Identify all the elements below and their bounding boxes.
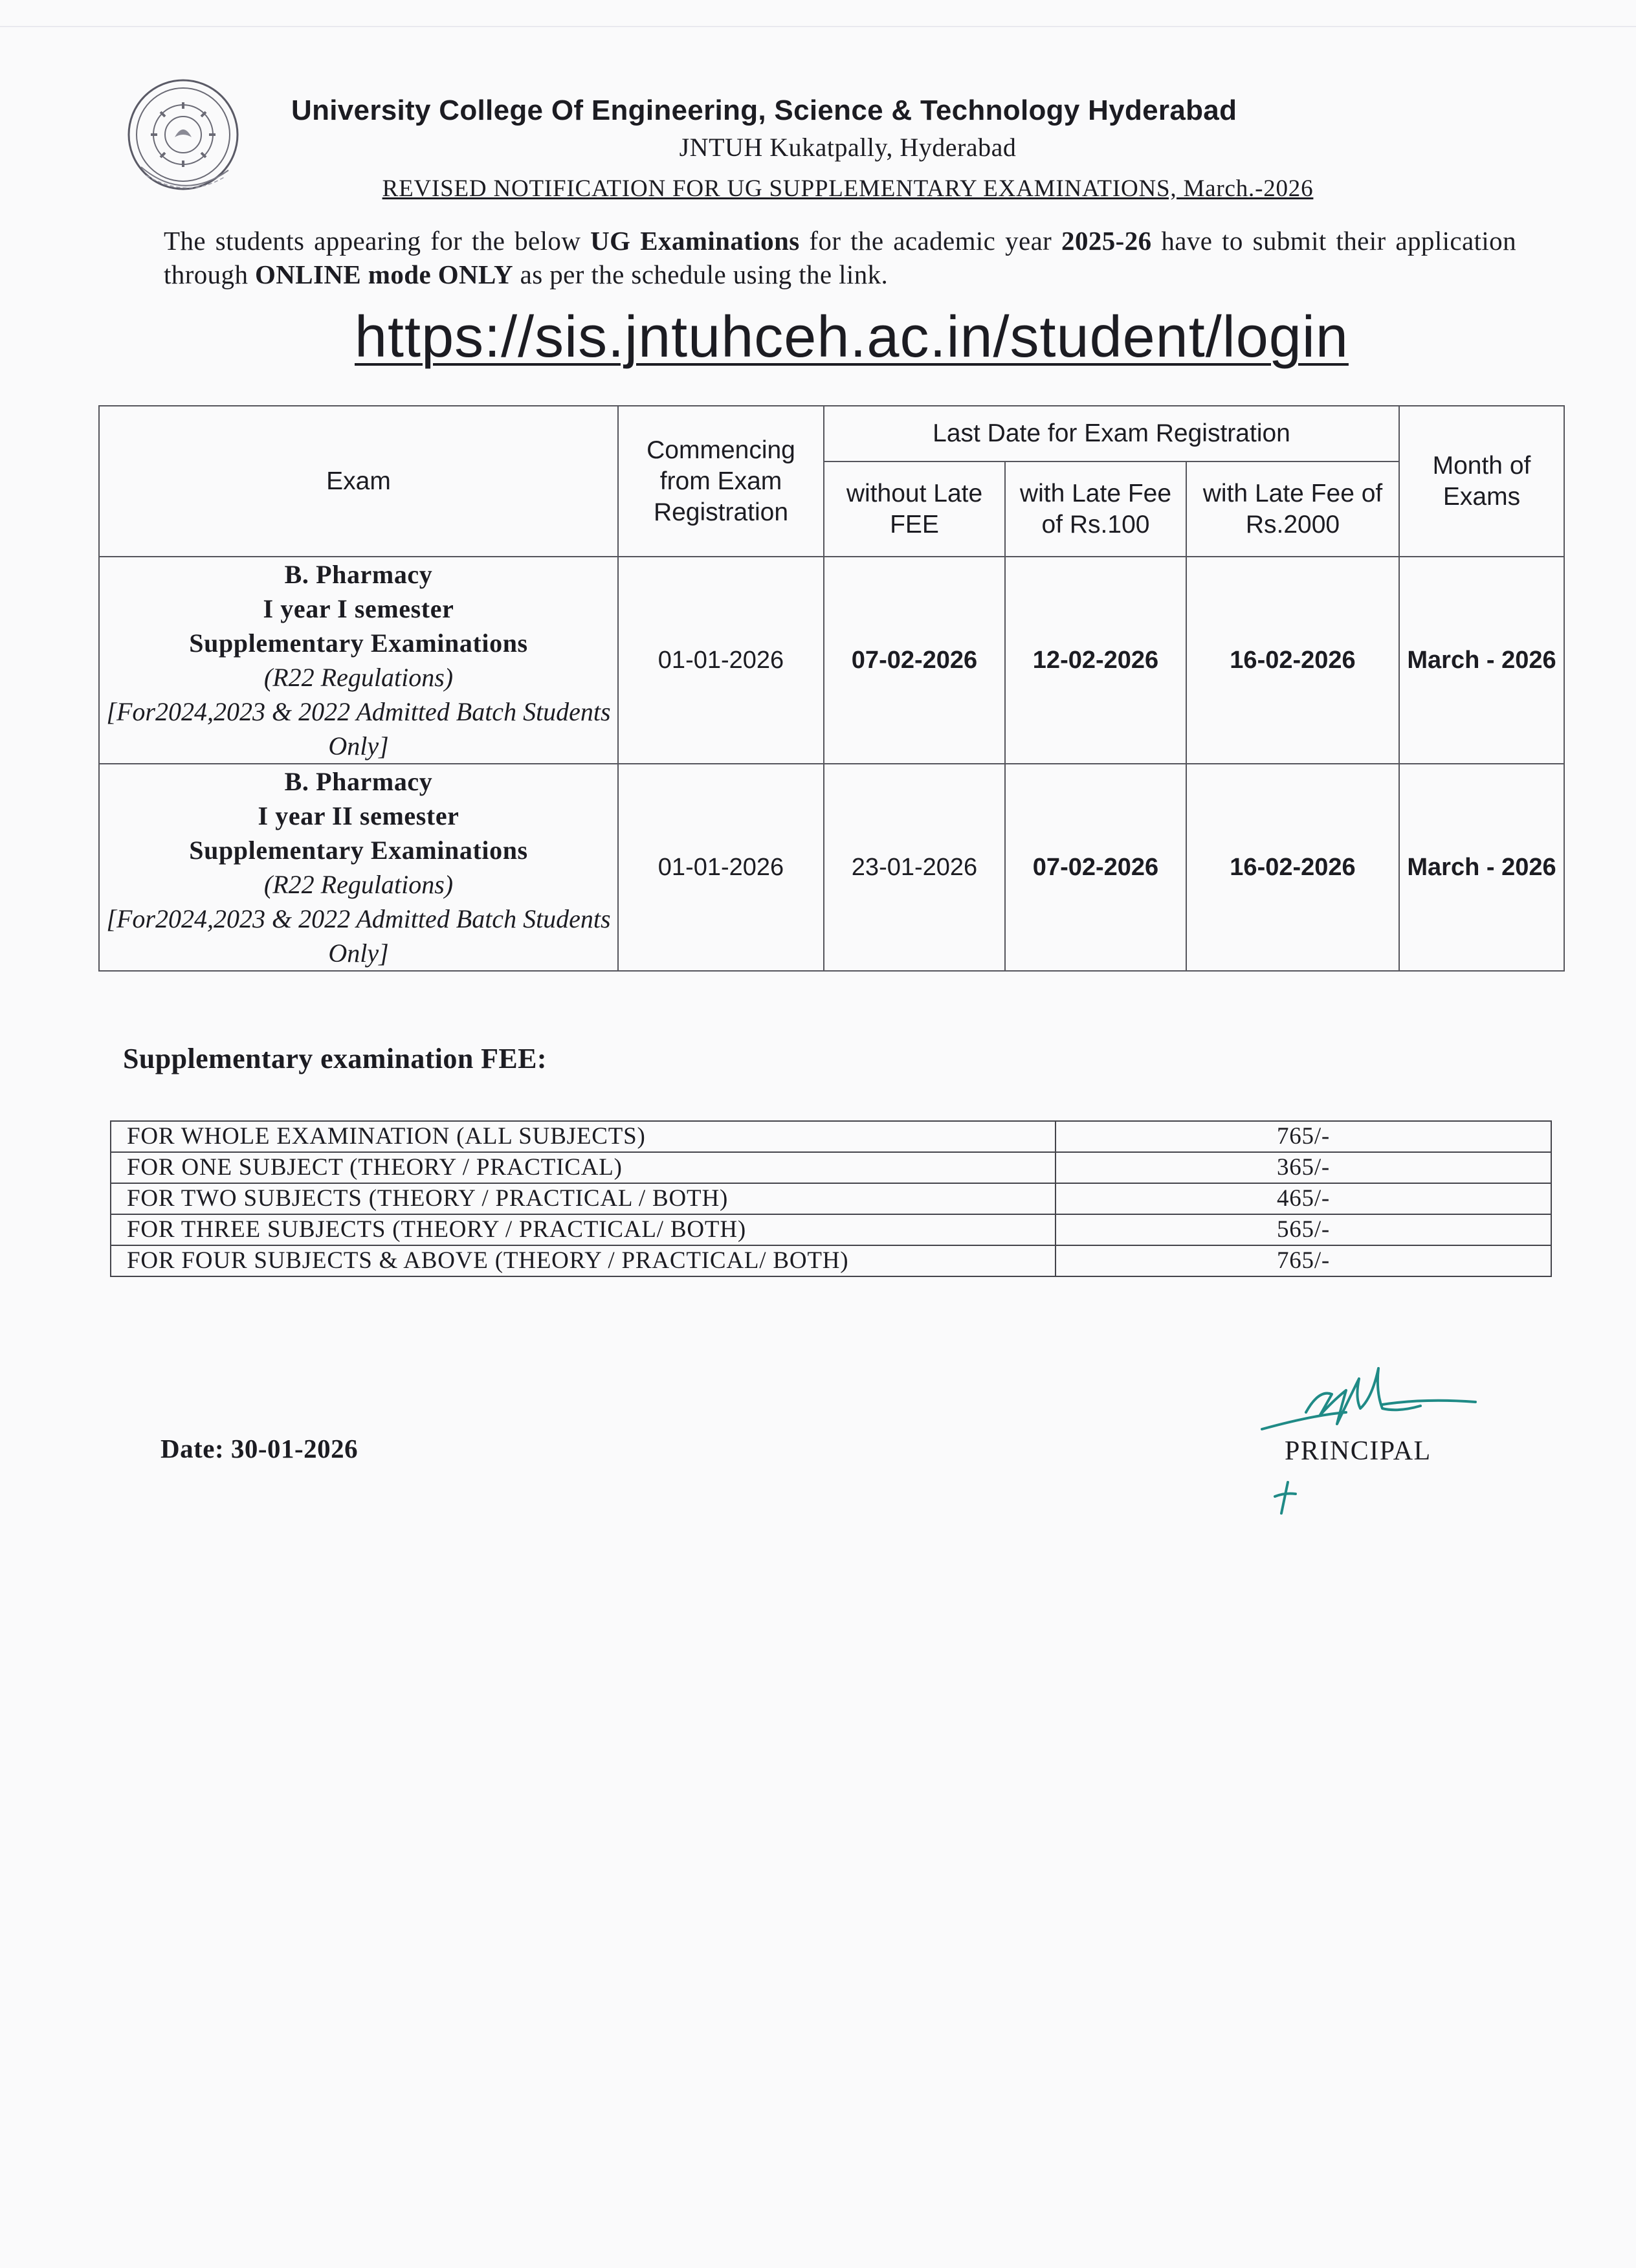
table-header-row [99,406,1564,461]
fee-label: FOR ONE SUBJECT (THEORY / PRACTICAL) [111,1152,1056,1183]
fee-row [111,1214,1551,1245]
fee-amount: 365/- [1056,1152,1551,1183]
header-exam: Exam [99,406,618,557]
scan-edge [0,26,1636,27]
fee-row [111,1245,1551,1276]
last-date-without-late-fee: 23-01-2026 [824,764,1005,971]
registration-link[interactable]: https://sis.jntuhceh.ac.in/student/login [355,305,1349,370]
campus-name: JNTUH Kukatpally, Hyderabad [679,133,1017,162]
intro-text: have to submit their application through [164,226,1516,289]
exam-month: March - 2026 [1399,764,1564,971]
intro-text: The students appearing for the below [164,226,591,256]
course-name: B. Pharmacy [284,767,433,796]
exam-month: March - 2026 [1399,557,1564,764]
intro-paragraph [164,224,1516,291]
fee-amount: 465/- [1056,1183,1551,1214]
batch-eligibility: [For2024,2023 & 2022 Admitted Batch Students Only] [106,904,611,968]
header-late-fee-100: with Late Fee of Rs.100 [1005,461,1186,557]
last-date-without-late-fee: 07-02-2026 [824,557,1005,764]
exam-type: Supplementary Examinations [189,836,528,865]
batch-eligibility: [For2024,2023 & 2022 Admitted Batch Students Only] [106,697,611,761]
last-date-late-fee-100: 12-02-2026 [1005,557,1186,764]
college-name: University College Of Engineering, Science & Technology Hyderabad [291,94,1237,126]
fee-label: FOR THREE SUBJECTS (THEORY / PRACTICAL/ BOTH) [111,1214,1056,1245]
header-commencing: Commencing from Exam Registration [618,406,824,557]
last-date-late-fee-2000: 16-02-2026 [1186,764,1399,971]
year-semester: I year II semester [258,801,459,830]
regulation: (R22 Regulations) [263,663,454,692]
fee-label: FOR TWO SUBJECTS (THEORY / PRACTICAL / BOTH) [111,1183,1056,1214]
notice-date: Date: 30-01-2026 [160,1434,359,1463]
intro-text: for the academic year [799,226,1062,256]
exam-type: Supplementary Examinations [189,628,528,658]
fee-amount: 765/- [1056,1245,1551,1276]
regulation: (R22 Regulations) [263,870,454,899]
exam-cell [99,764,618,971]
exam-cell [99,557,618,764]
course-name: B. Pharmacy [284,560,433,589]
commencing-date: 01-01-2026 [618,557,824,764]
fee-amount: 765/- [1056,1121,1551,1152]
fee-row [111,1183,1551,1214]
header-late-fee-2000: with Late Fee of Rs.2000 [1186,461,1399,557]
fee-label: FOR WHOLE EXAMINATION (ALL SUBJECTS) [111,1121,1056,1152]
header-month: Month of Exams [1399,406,1564,557]
intro-emphasis: 2025-26 [1061,226,1152,256]
exam-schedule-table [98,405,1565,972]
notification-title: REVISED NOTIFICATION FOR UG SUPPLEMENTARY EXAMINATIONS, March.-2026 [382,175,1314,202]
last-date-late-fee-100: 07-02-2026 [1005,764,1186,971]
signatory-title: PRINCIPAL [1285,1436,1432,1466]
principal-signature [1249,1353,1553,1534]
commencing-date: 01-01-2026 [618,764,824,971]
intro-text: as per the schedule using the link. [513,260,889,289]
fee-amount: 565/- [1056,1214,1551,1245]
fee-row [111,1121,1551,1152]
last-date-late-fee-2000: 16-02-2026 [1186,557,1399,764]
intro-emphasis: UG Examinations [590,226,800,256]
fee-label: FOR FOUR SUBJECTS & ABOVE (THEORY / PRACTICAL/ BOTH) [111,1245,1056,1276]
table-row [99,764,1564,971]
fee-heading: Supplementary examination FEE: [123,1043,547,1074]
header-without-late-fee: without Late FEE [824,461,1005,557]
year-semester: I year I semester [263,594,454,623]
header-last-date: Last Date for Exam Registration [824,406,1399,461]
university-seal-logo [115,70,267,203]
fee-row [111,1152,1551,1183]
table-row [99,557,1564,764]
intro-emphasis: ONLINE mode ONLY [255,260,514,289]
fee-table [110,1120,1552,1277]
